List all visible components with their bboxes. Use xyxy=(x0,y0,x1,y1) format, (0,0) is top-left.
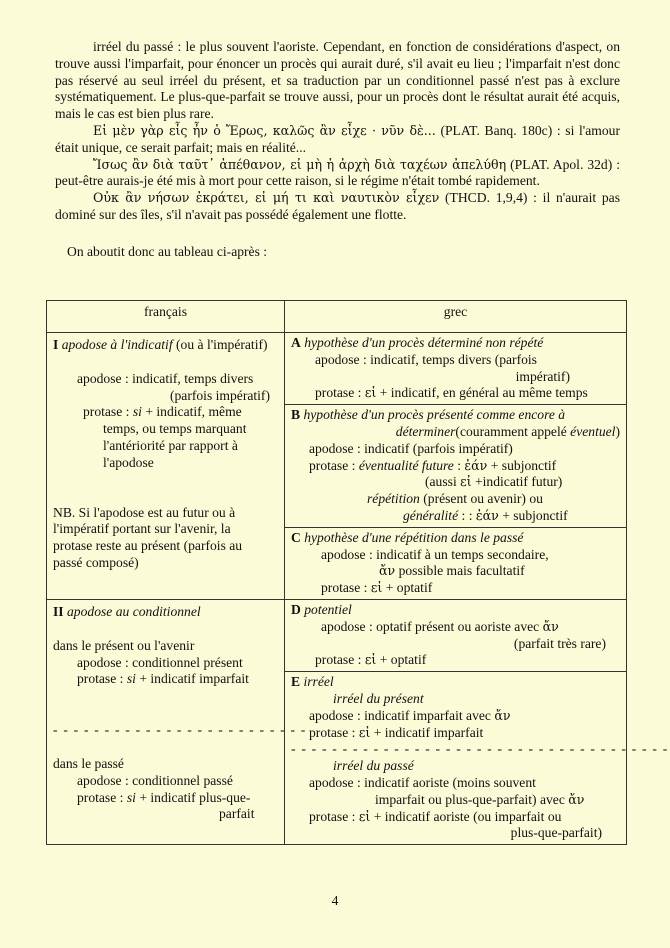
translation: (THCD. 1,9,4) : il n'aurait pas dominé sur des îles, s'il n'avait pas possédé également une flotte. xyxy=(55,190,620,222)
section-1-french: I apodose à l'indicatif (ou à l'impératif) apodose : indicatif, temps divers (parfois impératif) protase : si + indicatif, même temps, ou temps marquant l'antériorité par rapport à l'apodose NB. Si l'apodose est au futur ou à l'impératif portant sur l'avenir, la protase reste au présent (parfois au passé composé) xyxy=(47,333,285,600)
separator-dashes: - - - - - - - - - - - - - - - - - - - - - - - - - - - - - - - - - - - - - xyxy=(291,741,669,757)
paragraph: irréel du passé : le plus souvent l'aoriste. Cependant, en fonction de considérations d'aspect, on trouve aussi l'imparfait, pour énoncer un procès qui aurait duré, s'il avait eu lieu ; l'imparfait n'est donc pas réservé au seul irréel du présent, et sa traduction par un conditionnel passé n'est pas à exclure systématiquement. Le plus-que-parfait se trouve aussi, pour un procès dont le résultat aurait été acquis, mais le cas est bien plus rare. xyxy=(55,39,620,122)
translation: (PLAT. Banq. 180c) : si l'amour était unique, ce serait parfait; mais en réalité... xyxy=(55,122,620,155)
page-number: 4 xyxy=(331,893,339,908)
greek-text: Εἰ μὲν γὰρ εἷς ἦν ὁ Ἔρως, καλῶς ἂν εἶχε · νῦν δὲ... xyxy=(93,122,436,138)
header-grec: grec xyxy=(285,301,627,333)
box-C: C hypothèse d'une répétition dans le passé apodose : indicatif à un temps secondaire, ἄν possible mais facultatif protase : εἰ + optatif xyxy=(285,527,626,599)
section-2-french: II apodose au conditionnel dans le présent ou l'avenir apodose : conditionnel présent protase : si + indicatif imparfait - - - - - - - - - - - - - - - - - - - - - - - - - dans le passé apodose : conditionnel passé protase : si + indicatif plus-que- parfait xyxy=(47,599,285,844)
box-E: E irréel irréel du présent apodose : indicatif imparfait avec ἄν protase : εἰ + indicatif imparfait - - - - - - - - - - - - - - - - - - - - - - - - - - - - - - - - - - - - - irréel du passé apodose : indicatif aoriste (moins souvent imparfait ou plus-que-parfait) avec ἄν protase : εἰ + indicatif aoriste (ou imparfait ou plus-que-parfait) xyxy=(285,671,626,844)
box-B: B hypothèse d'un procès présenté comme encore à déterminer(couramment appelé éventuel) apodose : indicatif (parfois impératif) protase : éventualité future : ἐάν + subjonctif (aussi εἰ +indicatif futur) répétition (présent ou avenir) ou généralité : : ἐάν + subjonctif xyxy=(285,404,626,527)
summary-table xyxy=(46,300,669,845)
intro-sentence: On aboutit donc au tableau ci-après : xyxy=(67,243,268,259)
example-2 xyxy=(55,157,620,191)
greek-text: Ἴσως ἂν διὰ ταῦτ᾽ ἀπέθανον, εἰ μὴ ἡ ἀρχὴ διὰ ταχέων ἀπελύθη xyxy=(93,156,507,172)
translation: (PLAT. Apol. 32d) : peut-être aurais-je été mis à mort pour cette raison, si le régime n'était tombé rapidement. xyxy=(55,156,620,189)
header-francais: français xyxy=(47,301,285,333)
example-1 xyxy=(55,123,620,157)
text-block xyxy=(55,39,620,261)
box-A: A hypothèse d'un procès déterminé non répété apodose : indicatif, temps divers (parfois impératif) protase : εἰ + indicatif, en général au même temps xyxy=(291,335,588,401)
section-2-greek xyxy=(285,599,669,844)
greek-text: Οὐκ ἂν νήσων ἐκράτει, εἰ μή τι καὶ ναυτικὸν εἶχεν xyxy=(93,190,440,206)
separator-dashes: - - - - - - - - - - - - - - - - - - - - - - - - - xyxy=(53,722,307,738)
box-D: D potentiel apodose : optatif présent ou aoriste avec ἄν (parfait très rare) protase : εἰ + optatif xyxy=(291,601,606,668)
section-1-greek xyxy=(285,333,627,600)
example-3 xyxy=(55,190,620,224)
